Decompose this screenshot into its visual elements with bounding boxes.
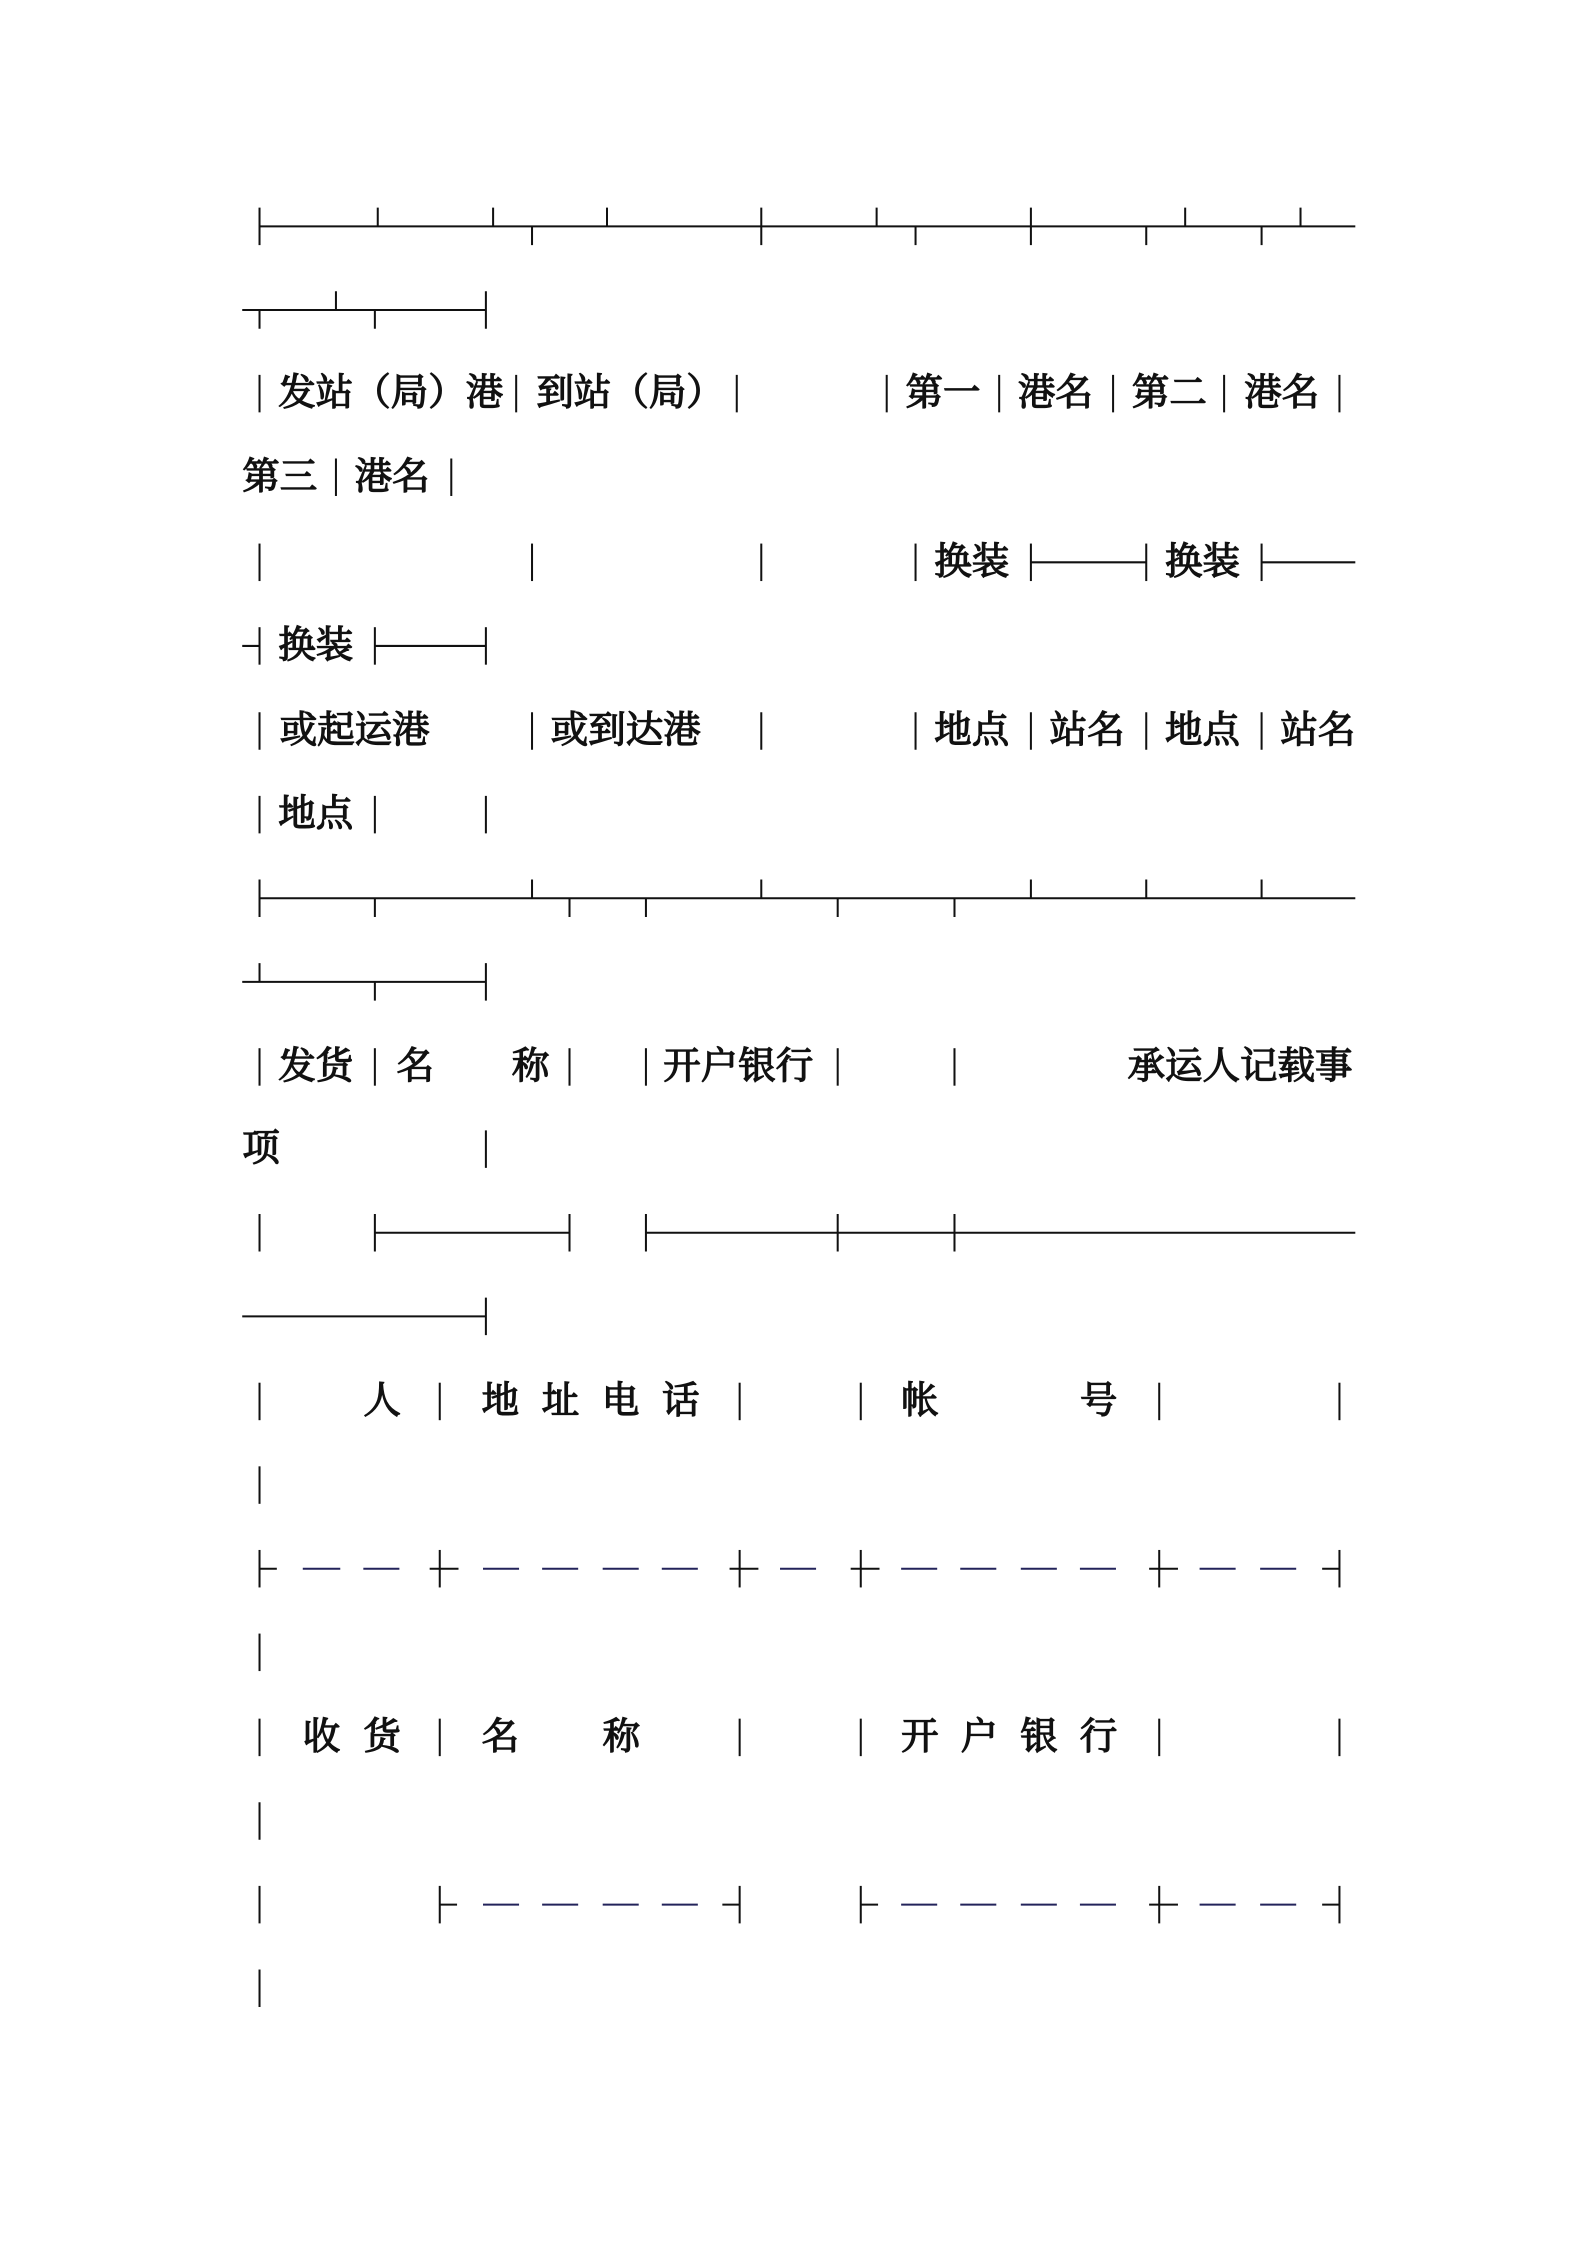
shipper-label: 发货 bbox=[278, 1045, 354, 1089]
carrier-notes-label: 承运人记载事 bbox=[1127, 1045, 1353, 1089]
consignee-name-label: 名称 bbox=[481, 1715, 724, 1760]
transfer-1-ordinal: 第一 bbox=[905, 371, 981, 416]
arrival-station-label: 到站（局） bbox=[536, 371, 724, 416]
transfer-3-transfer-label: 换装 bbox=[278, 624, 354, 668]
transfer-1-transfer-label: 换装 bbox=[934, 540, 1010, 584]
shipper-account-label: 帐号 bbox=[901, 1379, 1259, 1424]
transfer-3-port-label: 港名 bbox=[354, 455, 430, 499]
transfer-2-port-label: 港名 bbox=[1244, 371, 1320, 416]
arrival-port-alt-label: 或到达港 bbox=[550, 709, 701, 753]
transfer-2-transfer-label: 换装 bbox=[1164, 540, 1240, 584]
transfer-2-station-label: 站名 bbox=[1280, 709, 1356, 753]
shipper-name-label: 名称 bbox=[396, 1045, 628, 1089]
transfer-2-ordinal: 第二 bbox=[1131, 371, 1207, 416]
consignee-bank-label: 开户银行 bbox=[901, 1715, 1140, 1760]
departure-port-alt-label: 或起运港 bbox=[279, 709, 430, 753]
carrier-notes-label-continued: 项 bbox=[242, 1127, 280, 1171]
transfer-3-ordinal: 第三 bbox=[242, 455, 318, 499]
shipper-label-continued: 人 bbox=[363, 1379, 401, 1424]
transfer-1-place-label: 地点 bbox=[934, 709, 1010, 753]
departure-station-label: 发站（局）港 bbox=[278, 371, 504, 416]
transfer-3-place-label: 地点 bbox=[278, 792, 354, 837]
transfer-1-port-label: 港名 bbox=[1017, 371, 1093, 416]
transfer-1-station-label: 站名 bbox=[1049, 709, 1125, 753]
shipper-address-phone-label: 地址电话 bbox=[481, 1379, 723, 1424]
shipper-bank-label: 开户银行 bbox=[663, 1045, 814, 1089]
consignee-label: 收货 bbox=[302, 1715, 424, 1760]
transfer-2-place-label: 地点 bbox=[1164, 709, 1240, 753]
